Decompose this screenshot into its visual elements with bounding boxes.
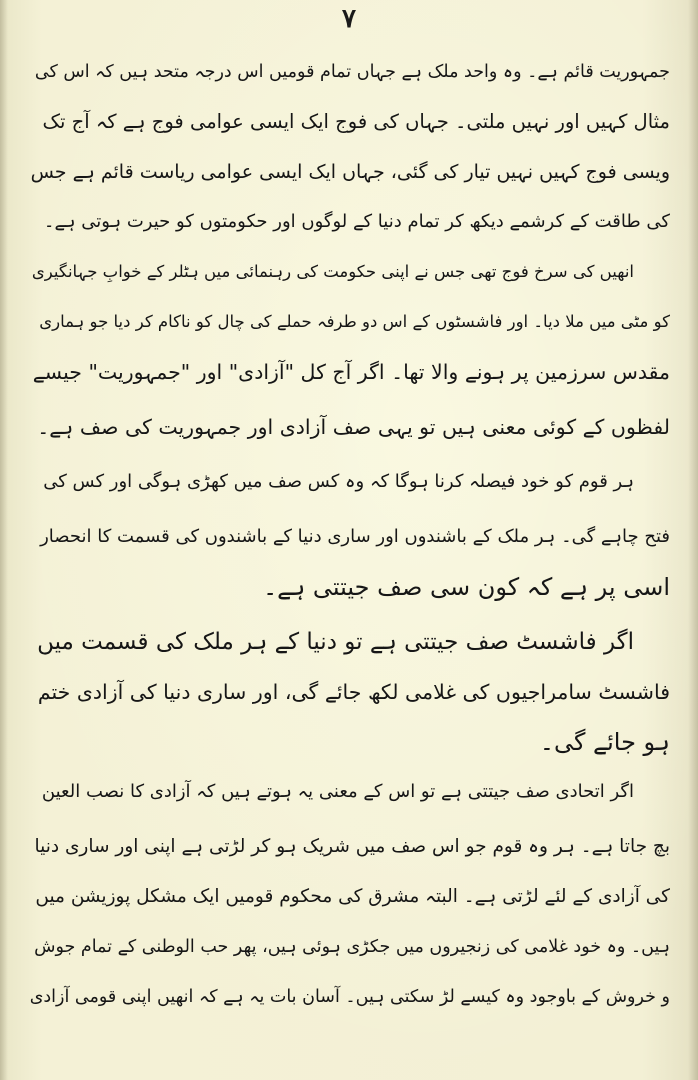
page-edge-shadow-left (0, 0, 8, 1080)
page-edge-shadow-right (688, 0, 698, 1080)
text-line: انھیں کی سرخ فوج تھی جس نے اپنی حکومت کی رہنمائی میں ہٹلر کے خوابِ جہانگیری (31, 262, 634, 281)
text-line: فاشسٹ سامراجیوں کی غلامی لکھ جائے گی، اور ساری دنیا کی آزادی ختم (37, 680, 670, 704)
text-line: ہر قوم کو خود فیصلہ کرنا ہوگا کہ وہ کس صف میں کھڑی ہوگی اور کس کی (43, 471, 634, 492)
text-line: اگر فاشسٹ صف جیتتی ہے تو دنیا کے ہر ملک کی قسمت میں (37, 629, 634, 655)
text-line: و خروش کے باوجود وہ کیسے لڑ سکتی ہیں۔ آسان بات یہ ہے کہ انھیں اپنی قومی آزادی (29, 987, 670, 1007)
text-line: کی آزادی کے لئے لڑتی ہے۔ البتہ مشرق کی محکوم قومیں ایک مشکل پوزیشن میں (35, 886, 670, 907)
text-line: اگر اتحادی صف جیتتی ہے تو اس کے معنی یہ ہوتے ہیں کہ آزادی کا نصب العین (41, 781, 634, 802)
text-line: بچ جاتا ہے۔ ہر وہ قوم جو اس صف میں شریک ہو کر لڑتی ہے اپنی اور ساری دنیا (34, 836, 670, 857)
text-line: ہو جائے گی۔ (539, 728, 670, 756)
text-line: ویسی فوج کہیں نہیں تیار کی گئی، جہاں ایک ایسی عوامی ریاست قائم ہے جس (30, 161, 670, 183)
text-line: مقدس سرزمین پر ہونے والا تھا۔ اگر آج کل "آزادی" اور "جمہوریت" جیسے (32, 360, 670, 384)
text-line: ہیں۔ وہ خود غلامی کی زنجیروں میں جکڑی ہوئی ہیں، پھر حب الوطنی کے تمام جوش (34, 937, 670, 957)
text-line: کو مٹی میں ملا دیا۔ اور فاشسٹوں کے اس دو طرفہ حملے کی چال کو ناکام کر دیا جو ہماری (39, 312, 670, 331)
text-line: فتح چاہے گی۔ ہر ملک کے باشندوں اور ساری دنیا کے باشندوں کی قسمت کا انحصار (40, 526, 670, 547)
text-line: لفظوں کے کوئی معنی ہیں تو یہی صف آزادی اور جمہوریت کی صف ہے۔ (37, 415, 670, 439)
text-line: کی طاقت کے کرشمے دیکھ کر تمام دنیا کے لوگوں اور حکومتوں کو حیرت ہوتی ہے۔ (43, 211, 670, 232)
page-number: ۷ (342, 4, 356, 34)
text-line: مثال کہیں اور نہیں ملتی۔ جہاں کی فوج ایک ایسی عوامی فوج ہے کہ آج تک (42, 110, 670, 133)
text-line: جمہوریت قائم ہے۔ وہ واحد ملک ہے جہاں تمام قومیں اس درجہ متحد ہیں کہ اس کی (34, 62, 670, 82)
text-line: اسی پر ہے کہ کون سی صف جیتتی ہے۔ (263, 573, 670, 601)
